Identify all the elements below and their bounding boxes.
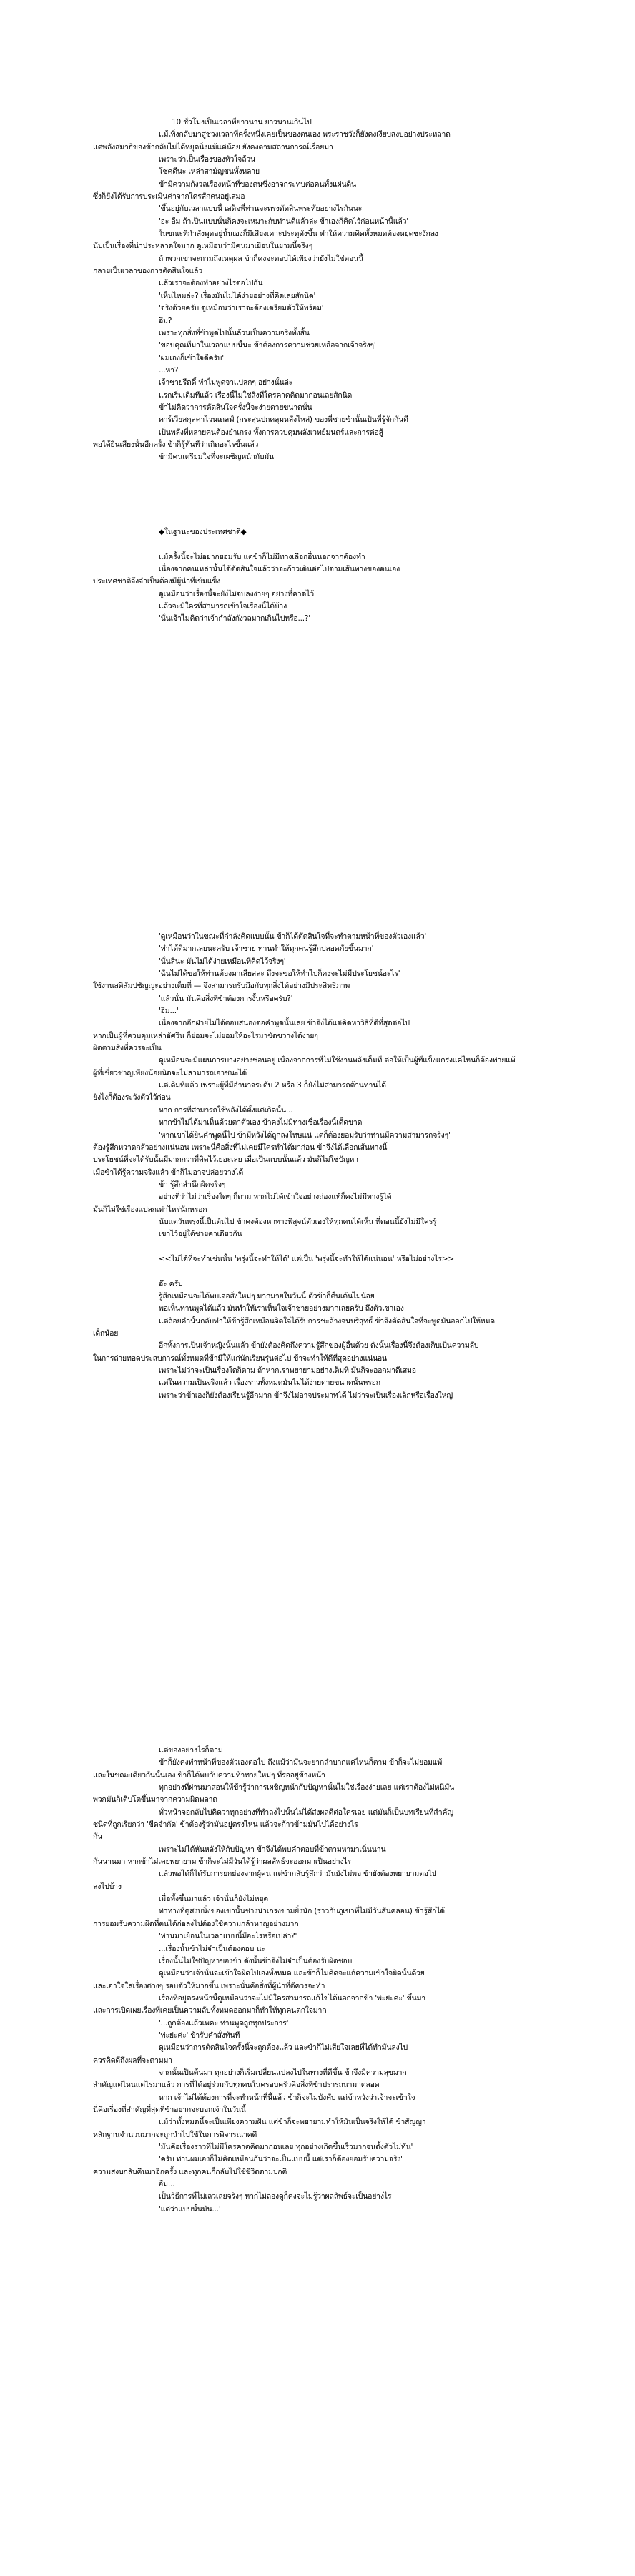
text-line: แต่พลังสมาธิของข้ากลับไม่ได้หยุดนิ่งแม้แต่น้อย ยังคงตามสถานการณ์เรื่อยมา [93, 142, 333, 152]
text-line: 'พ่ะย่ะค่ะ' ข้ารับคำสั่งทันที [159, 2030, 240, 2040]
text-line: รู้สึกเหมือนจะได้พบเจอสิ่งใหม่ๆ มากมายในวันนี้ ตัวข้าก็ตื่นเต้นไม่น้อย [159, 1291, 375, 1301]
text-line: ดูเหมือนจะมีแผนการบางอย่างซ่อนอยู่ เนื่องจากการที่ไม่ใช้งานพลังเต็มที่ ต่อให้เป็นผู้ที่แข็งแกร่งแค่ไหนก็ต้องพ่ายแพ้ [159, 1056, 516, 1065]
text-line: เพราะว่าข้าเองก็ยังต้องเรียนรู้อีกมาก ข้าจึงไม่อาจประมาทได้ ไม่ว่าจะเป็นเรื่องเล็กหรือเรื่องใหญ่ [159, 1391, 453, 1400]
text-line: ประโยชน์ที่จะได้รับนั้นมีมากกว่าที่คิดไว้เยอะเลย เมื่อเป็นแบบนั้นแล้ว มันก็ไม่ใช่ปัญหา [93, 1155, 358, 1165]
text-line: กันนานมา หากข้าไม่เคยพยายาม ข้าก็จะไม่มีวันได้รู้ว่าผลลัพธ์จะออกมาเป็นอย่างไร [93, 1857, 351, 1867]
text-line: หาก การที่สามารถใช้พลังได้ตั้งแต่เกิดนั้น... [159, 1105, 293, 1115]
text-line: แต่ในความเป็นจริงแล้ว เรื่องราวทั้งหมดมันไม่ได้ง่ายดายขนาดนั้นหรอก [159, 1378, 380, 1388]
text-line: กลายเป็นเวลาของการตัดสินใจแล้ว [93, 267, 202, 276]
text-line: และเอาใจใส่เรื่องต่างๆ รอบตัวให้มากขึ้น เพราะนั่นคือสิ่งที่ผู้นำที่ดีควรจะทำ [93, 1981, 325, 1990]
text-line: แต่ของอย่างไรก็ตาม [159, 1746, 223, 1755]
text-line: 'ฉันไม่ได้ขอให้ท่านต้องมาเสียสละ ถึงจะขอให้ทำไปก็คงจะไม่มีประโยชน์อะไร' [159, 969, 400, 979]
text-line [93, 538, 551, 551]
text-line: 'ขอบคุณที่มาในเวลาแบบนี้นะ ข้าต้องการความช่วยเหลือจากเจ้าจริงๆ' [159, 341, 376, 350]
text-line: สำคัญแต่ไหนแต่ไรมาแล้ว การที่ได้อยู่ร่วมกับทุกคนในครอบครัวคือสิ่งที่ข้าปรารถนามาตลอด [93, 2081, 380, 2090]
text-line: เรื่องนั้นไม่ใช่ปัญหาของข้า ดังนั้นข้าจึงไม่จำเป็นต้องรับผิดชอบ [159, 1956, 353, 1965]
text-line: เขาไว้อยู่ใต้ชายคาเดียวกัน [159, 1230, 242, 1239]
text-line: 'อืม...' [159, 1007, 179, 1016]
text-line: อีกทั้งการเป็นเจ้าหญิงนั้นแล้ว ข้ายังต้องคิดถึงความรู้สึกของผู้อื่นด้วย ดังนั้นเรื่องนี้จึงต้องเก็บเป็นความลับ [159, 1341, 479, 1351]
text-line: แต่เดิมทีแล้ว เพราะผู้ที่มีอำนาจระดับ 2 หรือ 3 ก็ยังไม่สามารถต้านทานได้ [159, 1081, 386, 1090]
text-line: หากเป็นผู้ที่ควบคุมเหล่าอัศวิน ก็ย่อมจะไม่ยอมให้อะไรมาขัดขวางได้ง่ายๆ [93, 1031, 318, 1040]
text-line: เพราะไม่ว่าจะเป็นเรื่องใดก็ตาม ถ้าหากเราพยายามอย่างเต็มที่ มันก็จะออกมาดีเสมอ [159, 1366, 416, 1376]
text-line: 'เห็นไหมล่ะ? เรื่องมันไม่ได้ง่ายอย่างที่คิดเลยสักนิด' [159, 291, 316, 300]
text-line: แล้วเราจะต้องทำอย่างไรต่อไปกัน [159, 279, 263, 288]
text-line: ข้า รู้สึกสำนึกผิดจริงๆ [159, 1180, 226, 1189]
text-line: หลักฐานจำนวนมากจะถูกนำไปใช้ในการพิจารณาคดี [93, 2130, 257, 2139]
text-line: เป็นพลังที่หลายคนต้องยำเกรง ทั้งการควบคุมพลังเวทย์มนตร์และการต่อสู้ [159, 428, 383, 437]
text-line: แม้ว่าทั้งหมดนี้จะเป็นเพียงความฝัน แต่ข้าก็จะพยายามทำให้มันเป็นจริงให้ได้ ข้าสัญญา [159, 2118, 426, 2127]
text-line: 'ครับ ท่านผมเองก็ไม่คิดเหมือนกันว่าจะเป็นแบบนี้ แต่เราก็ต้องยอมรับความจริง' [159, 2155, 403, 2164]
text-line: เรื่องที่อยู่ตรงหน้านี้ดูเหมือนว่าจะไม่มีใครสามารถแก้ไขได้นอกจากข้า 'พ่ะย่ะค่ะ' ขึ้นมา [159, 1993, 425, 2003]
text-line: เพราะว่าเป็นเรื่องของหัวใจล้วน [159, 155, 255, 164]
text-line: เมื่อข้าได้รู้ความจริงแล้ว ข้าก็ไม่อาจปล่อยวางได้ [93, 1168, 244, 1177]
text-line: เมื่อทั้งขึ้นมาแล้ว เจ้านั่นก็ยังไม่หยุด [159, 1895, 268, 1904]
text-line: นับแต่วันพรุ่งนี้เป็นต้นไป ข้าคงต้องหาทางพิสูจน์ตัวเองให้ทุกคนได้เห็น ที่ตอนนี้ยังไม่มีใครรู้ [159, 1217, 437, 1226]
text-line: หากข้าไม่ได้มาเห็นด้วยตาตัวเอง ข้าคงไม่มีทางเชื่อเรื่องนี้เด็ดขาด [159, 1118, 363, 1127]
text-block-4 [93, 1745, 551, 2216]
text-line: 'ทำได้ดีมากเลยนะครับ เจ้าชาย ท่านทำให้ทุกคนรู้สึกปลอดภัยขึ้นมาก' [159, 944, 374, 954]
text-line: ◆ในฐานะของประเทศชาติ◆ [159, 528, 247, 536]
text-line: เด็กน้อย [93, 1329, 119, 1338]
text-line: อืม? [159, 316, 172, 325]
text-line: ความสงบกลับคืนมาอีกครั้ง และทุกคนก็กลับไปใช้ชีวิตตามปกติ [93, 2167, 287, 2176]
text-line: ยังไงก็ต้องระวังตัวไว้ก่อน [93, 1093, 171, 1102]
text-line: ทั่วหน้าจอกลับไปคิดว่าทุกอย่างที่ทำลงไปนั้นไม่ได้ส่งผลดีต่อใครเลย แต่มันก็เป็นบทเรียนที่สำคัญ [159, 1807, 453, 1817]
text-line: พวกมันก็เติบโตขึ้นมาจากความผิดพลาด [93, 1795, 217, 1805]
text-line: <<ไม่ได้ที่จะทำเช่นนั้น 'พรุ่งนี้จะทำให้ได้' แต่เป็น 'พรุ่งนี้จะทำให้ได้แน่นอน' หรือไม่อย่างไร>> [159, 1254, 454, 1263]
text-line: 10 ชั่วโมงเป็นเวลาที่ยาวนาน ยาวนานเกินไป [172, 118, 312, 127]
text-line: แล้วพอได้ก็ได้รับการยกย่องจากผู้คน แต่ข้ากลับรู้สึกว่ามันยังไม่พอ ข้ายังต้องพยายามต่อไป [159, 1870, 437, 1879]
text-line: มันก็ไม่ใช่เรื่องแปลกเท่าไหร่นักหรอก [93, 1205, 207, 1214]
text-line: ...หา? [159, 365, 179, 375]
text-line: เนื่องจากคนเหล่านั้นได้ตัดสินใจแล้วว่าจะก้าวเดินต่อไปตามเส้นทางของตนเอง [159, 565, 400, 574]
text-line: ดูเหมือนว่าเรื่องนี้จะยังไม่จบลงง่ายๆ อย่างที่คาดไว้ [159, 589, 314, 598]
text-line: ควรคิดดีถึงผลที่จะตามมา [93, 2056, 172, 2065]
text-line: ผิดตามสิ่งที่ควรจะเป็น [93, 1044, 162, 1053]
text-line: เพราะไม่ได้หันหลังให้กับปัญหา ข้าจึงได้พบคำตอบที่ข้าตามหามาเนิ่นนาน [159, 1845, 386, 1854]
text-line: 'ท่านมาเยือนในเวลาแบบนี้มีอะไรหรือเปล่า?' [159, 1932, 297, 1941]
text-line: และการเปิดเผยเรื่องที่เคยเป็นความลับทั้งหมดออกมาก็ทำให้ทุกคนตกใจมาก [93, 2006, 327, 2015]
text-line: ข้าไม่คิดว่าการตัดสินใจครั้งนี้จะง่ายดายขนาดนั้น [159, 403, 312, 412]
text-block-3 [93, 931, 551, 1402]
text-line: พอได้ยินเสียงนั้นอีกครั้ง ข้าก็รู้ทันทีว่าเกิดอะไรขึ้นแล้ว [93, 440, 259, 449]
text-block-2 [93, 526, 551, 626]
text-line: การยอมรับความผิดที่ตนได้ก่อลงไปต้องใช้ความกล้าหาญอย่างมาก [93, 1919, 299, 1928]
text-line: ข้ามีคนเตรียมใจที่จะเผชิญหน้ากับมัน [159, 453, 275, 462]
text-line: อืม... [159, 2180, 175, 2189]
text-line: ข้ามีความกังวลเรื่องหน้าที่ของตนซึ่งอาจกระทบต่อคนทั้งแผ่นดิน [159, 179, 357, 189]
text-block-1 [93, 117, 551, 464]
text-line: แม้ครั้งนี้จะไม่อยากยอมรับ แต่ข้าก็ไม่มีทางเลือกอื่นนอกจากต้องทำ [159, 552, 365, 561]
text-line: 'แต่ว่าแบบนั้นมัน...' [159, 2204, 221, 2214]
text-line: เพราะทุกสิ่งที่ข้าพูดไปนั้นล้วนเป็นความจริงทั้งสิ้น [159, 328, 310, 337]
text-line: '...ถูกต้องแล้วเพคะ ท่านพูดถูกทุกประการ' [159, 2018, 289, 2028]
text-line: ในขณะที่กำลังพูดอยู่นั้นเองก็มีเสียงเคาะประตูดังขึ้น ทำให้ความคิดทั้งหมดต้องหยุดชะงักลง [159, 230, 438, 239]
text-line [93, 1241, 551, 1253]
text-line: นับเป็นเรื่องที่น่าประหลาดใจมาก ดูเหมือนว่ามีคนมาเยือนในยามนี้จริงๆ [93, 242, 313, 251]
text-line: ทุกอย่างที่ผ่านมาสอนให้ข้ารู้ว่าการเผชิญหน้ากับปัญหานั้นไม่ใช่เรื่องง่ายเลย แต่เราต้องไม่หนีมัน [159, 1783, 455, 1792]
text-line: จากนั้นเป็นต้นมา ทุกอย่างก็เริ่มเปลี่ยนแปลงไปในทางที่ดีขึ้น ข้าจึงมีความสุขมาก [159, 2068, 407, 2077]
text-line: แล้วจะมีใครที่สามารถเข้าใจเรื่องนี้ได้บ้าง [159, 602, 287, 611]
text-line: นี่คือเรื่องที่สำคัญที่สุดที่ข้าอยากจะบอกเจ้าในวันนี้ [93, 2105, 246, 2114]
text-line: พอเห็นท่านพูดได้แล้ว มันทำให้เราเห็นใจเจ้าชายอย่างมากเลยครับ ถึงตัวเขาเอง [159, 1304, 404, 1313]
text-line: เจ้าชายรีดดี้ ทำไมพูดจาแปลกๆ อย่างนั้นล่ะ [159, 378, 293, 388]
text-line: เป็นวิธีการที่ไม่เลวเลยจริงๆ หากไม่ลองดูก็คงจะไม่รู้ว่าผลลัพธ์จะเป็นอย่างไร [159, 2192, 392, 2201]
text-line: กัน [93, 1832, 103, 1842]
text-line: ข้าก็ยังคงทำหน้าที่ของตัวเองต่อไป ถึงแม้ว่ามันจะยากลำบากแค่ไหนก็ตาม ข้าก็จะไม่ยอมแพ้ [159, 1758, 443, 1767]
text-line: อย่างที่ว่าไม่ว่าเรื่องใดๆ ก็ตาม หากไม่ได้เข้าใจอย่างถ่องแท้ก็คงไม่มีทางรู้ได้ [159, 1193, 392, 1202]
text-line: แรกเริ่มเดิมทีแล้ว เรื่องนี้ไม่ใช่สิ่งที่ใครคาดคิดมาก่อนเลยสักนิด [159, 390, 353, 400]
text-line: 'หากเขาได้ยินคำพูดนี้ไป ข้ามีหวังได้ถูกลงโทษแน่ แต่ก็ต้องยอมรับว่าท่านมีความสามารถจริงๆ' [159, 1130, 451, 1140]
text-line: ประเทศชาติจึงจำเป็นต้องมีผู้นำที่เข้มแข็ง [93, 577, 221, 586]
text-line: แต่ถ้อยคำนั้นกลับทำให้ข้ารู้สึกเหมือนจิตใจได้รับการชะล้างจนบริสุทธิ์ ข้าจึงตัดสินใจที่จะพูดมันออกไปให้หมด [159, 1316, 495, 1326]
text-line: ชนิดที่ถูกเรียกว่า 'ขีดจำกัด' ข้าต้องรู้ว่ามันอยู่ตรงไหน แล้วจะก้าวข้ามมันไปได้อย่างไร [93, 1820, 358, 1830]
text-line: 'ขึ้นอยู่กับเวลาแบบนี้ เสด็จพี่ท่านจะทรงตัดสินพระทัยอย่างไรกันนะ' [159, 204, 364, 214]
text-line: 'จริงด้วยครับ ดูเหมือนว่าเราจะต้องเตรียมตัวให้พร้อม' [159, 304, 324, 313]
text-line: ลงไปบ้าง [93, 1882, 122, 1891]
text-line: ท่าทางที่ดูสงบนิ่งของเขานั้นช่างน่าเกรงขามยิ่งนัก (ราวกับภูเขาที่ไม่มีวันสั่นคลอน) ข้ารู้สึกได้ [159, 1907, 445, 1916]
text-line: ต้องรู้สึกหวาดกลัวอย่างแน่นอน เพราะนี่คือสิ่งที่ไม่เคยมีใครทำได้มาก่อน ข้าจึงได้เลือกเส้นทางนี้ [93, 1143, 388, 1152]
text-line: เนื่องจากอีกฝ่ายไม่ได้ตอบสนองต่อคำพูดนั้นเลย ข้าจึงได้แต่คิดหาวิธีที่ดีที่สุดต่อไป [159, 1019, 410, 1028]
text-line: แม้เพิ่งกลับมาสู่ช่วงเวลาที่ครั้งหนึ่งเคยเป็นของตนเอง พระราชวังก็ยังคงเงียบสงบอย่างประหลาด [159, 130, 451, 139]
text-line: 'มันคือเรื่องราวที่ไม่มีใครคาดคิดมาก่อนเลย ทุกอย่างเกิดขึ้นเร็วมากจนตั้งตัวไม่ทัน' [159, 2143, 413, 2151]
text-line: 'อะ อืม ถ้าเป็นแบบนั้นก็คงจะเหมาะกับท่านดีแล้วล่ะ ข้าเองก็คิดไว้ก่อนหน้านี้แล้ว' [159, 217, 408, 226]
text-line: ถ้าพวกเขาจะถามถึงเหตุผล ข้าก็คงจะตอบได้เพียงว่ายังไม่ใช่ตอนนี้ [159, 254, 364, 263]
text-line [93, 1265, 551, 1278]
text-line: ดูเหมือนว่าการตัดสินใจครั้งนี้จะถูกต้องแล้ว และข้าก็ไม่เสียใจเลยที่ได้ทำมันลงไป [159, 2043, 408, 2053]
text-line: ในการถ่ายทอดประสบการณ์ทั้งหมดที่ข้ามีให้แก่นักเรียนรุ่นต่อไป ข้าจะทำให้ดีที่สุดอย่างแน่นอน [93, 1353, 388, 1363]
text-line: 'นั่นเจ้าไม่คิดว่าเจ้ากำลังกังวลมากเกินไปหรือ...?' [159, 614, 310, 623]
text-line: คาร์เวียสกุลค่าไวนเดลฟ์ (กระสุนปกคลุมหลังไหล่) ของพี่ชายข้านั้นเป็นที่รู้จักกันดี [159, 415, 408, 425]
text-line: 'นั่นสินะ มันไม่ได้ง่ายเหมือนที่คิดไว้จริงๆ' [159, 957, 286, 966]
text-line: หาก เจ้าไม่ได้ต้องการที่จะทำหน้าที่นี้แล้ว ข้าก็จะไม่บังคับ แต่ข้าหวังว่าเจ้าจะเข้าใจ [159, 2093, 415, 2102]
text-line: และในขณะเดียวกันนั้นเอง ข้าก็ได้พบกับความท้าทายใหม่ๆ ที่รออยู่ข้างหน้า [93, 1770, 325, 1780]
text-line: 'แล้วนั่น มันคือสิ่งที่ข้าต้องการงั้นหรือครับ?' [159, 994, 293, 1003]
text-line: โชคดีนะ เหล่าสามัญชนทั้งหลาย [159, 167, 260, 177]
text-line: ผู้ที่เชี่ยวชาญเพียงน้อยนิดจะไม่สามารถเอาชนะได้ [93, 1068, 247, 1077]
text-line: 'ดูเหมือนว่าในขณะที่กำลังคิดแบบนั้น ข้าก็ได้ตัดสินใจที่จะทำตามหน้าที่ของตัวเองแล้ว' [159, 932, 427, 941]
text-line: อ๊ะ ครับ [159, 1279, 183, 1288]
text-line: ซึ่งก็ยังได้รับการประเมินค่าจากใครสักคนอยู่เสมอ [93, 192, 245, 202]
text-line: 'ผมเองก็เข้าใจดีครับ' [159, 353, 224, 362]
text-line: ดูเหมือนว่าเจ้านั่นจะเข้าใจผิดไปเองทั้งหมด และข้าก็ไม่คิดจะแก้ความเข้าใจผิดนั้นด้วย [159, 1969, 425, 1978]
text-line: ...เรื่องนั้นข้าไม่จำเป็นต้องตอบ นะ [159, 1944, 265, 1953]
text-line: ใช้งานสติสัมปชัญญะอย่างเต็มที่ — จึงสามารถรับมือกับทุกสิ่งได้อย่างมีประสิทธิภาพ [93, 982, 350, 991]
